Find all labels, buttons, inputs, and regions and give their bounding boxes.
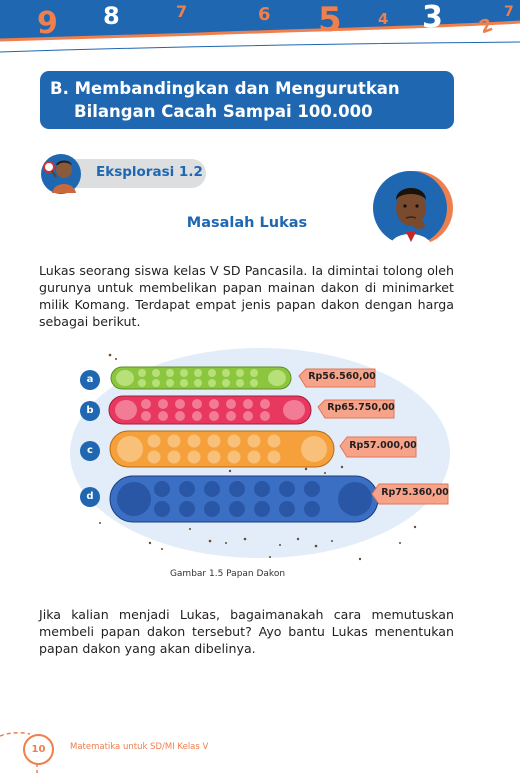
page-number: 10 [23, 734, 54, 765]
header-digit: 7 [504, 4, 514, 20]
header-curve [0, 40, 520, 60]
board-b-badge: b [80, 401, 100, 421]
intro-paragraph: Lukas seorang siswa kelas V SD Pancasila. Ia dimintai tolong oleh gurunya untuk membelikan papan mainan dakon di minimarket milik Komang. Terdapat empat jenis papan dakon dengan harga sebagai berikut. [39, 263, 454, 329]
question-paragraph: Jika kalian menjadi Lukas, bagaimanakah cara memutuskan membeli papan dakon tersebut? Ayo bantu Lukas menentukan papan dakon yang akan dibelinya. [39, 607, 454, 656]
header-digit: 9 [37, 6, 58, 41]
section-title-line-2: Bilangan Cacah Sampai 100.000 [74, 102, 373, 121]
board-a-price: Rp56.560,00 [308, 371, 376, 382]
exploration-label: Eksplorasi 1.2 [96, 164, 203, 180]
header-digit: 7 [176, 2, 188, 21]
student-magnifier-icon [40, 153, 82, 195]
board-d-price: Rp75.360,00 [381, 487, 449, 498]
board-c-price: Rp57.000,00 [349, 440, 417, 451]
lukas-portrait [372, 170, 456, 246]
header-digit: 3 [422, 0, 443, 35]
header-digit: 8 [103, 2, 120, 30]
problem-title: Masalah Lukas [186, 215, 308, 231]
board-c-badge: c [80, 441, 100, 461]
section-title [50, 77, 450, 123]
figure-caption: Gambar 1.5 Papan Dakon [169, 569, 286, 579]
board-b-price: Rp65.750,00 [327, 402, 395, 413]
header-digit: 5 [318, 0, 342, 40]
board-d-badge: d [80, 487, 100, 507]
dakon-boards-illustration [70, 343, 470, 568]
header-digit: 6 [258, 4, 271, 25]
board-a-badge: a [80, 370, 100, 390]
section-title-line-1: B. Membandingkan dan Mengurutkan [50, 79, 400, 98]
footer-book-title: Matematika untuk SD/MI Kelas V [70, 742, 209, 752]
header-digit: 4 [378, 10, 389, 28]
header-digit: 2 [476, 14, 496, 39]
